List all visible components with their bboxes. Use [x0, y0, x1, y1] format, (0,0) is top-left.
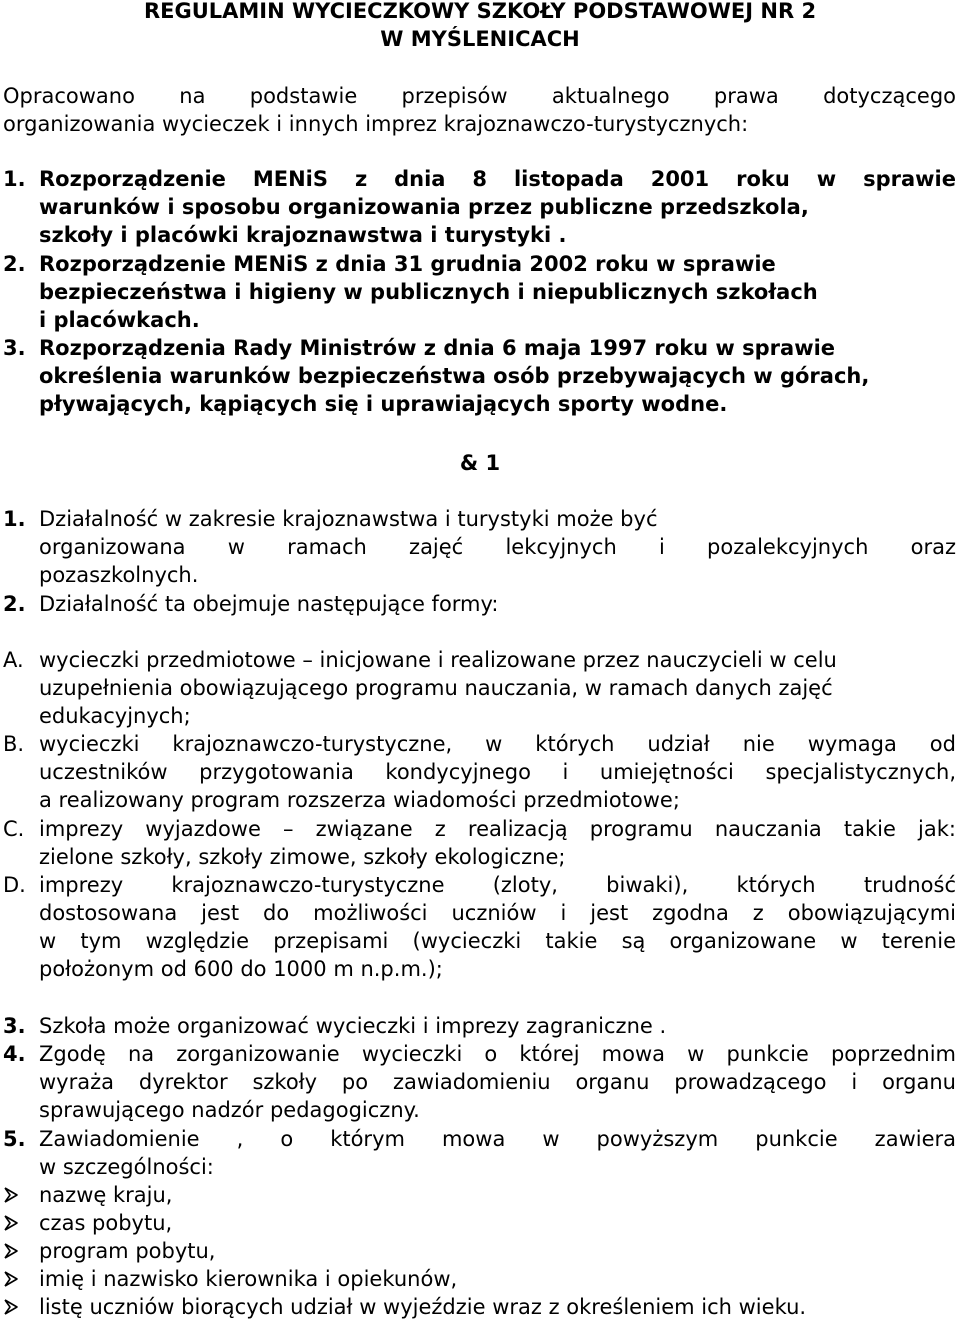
document-title-line-2: W MYŚLENICACH — [380, 27, 580, 51]
law-number: 2. — [3, 252, 26, 276]
arrow-bullet-icon — [3, 1271, 19, 1287]
point-line: Zawiadomienie , o którym mowa w powyższym punkcie zawiera — [39, 1127, 956, 1151]
form-line: uczestników przygotowania kondycyjnego i umiejętności specjalistycznych, — [39, 760, 956, 784]
point-line: Działalność ta obejmuje następujące formy: — [39, 592, 499, 616]
law-line: warunków i sposobu organizowania przez publiczne przedszkola, — [39, 195, 809, 219]
bullet-item — [3, 1209, 172, 1237]
bullet-item — [3, 1181, 172, 1209]
law-line: Rozporządzenia Rady Ministrów z dnia 6 maja 1997 roku w sprawie — [39, 336, 836, 360]
point-line: Zgodę na zorganizowanie wycieczki o której mowa w punkcie poprzednim — [39, 1042, 956, 1066]
point-number: 2. — [3, 592, 26, 616]
form-line: imprezy krajoznawczo-turystyczne (zloty, biwaki), których trudność — [39, 873, 956, 897]
point-item-3 — [3, 1012, 956, 1040]
form-letter: A. — [3, 648, 24, 672]
form-letter: D. — [3, 873, 26, 897]
arrow-bullet-icon — [3, 1243, 19, 1259]
form-item-d — [3, 871, 956, 983]
form-line: wycieczki krajoznawczo-turystyczne, w których udział nie wymaga od — [39, 732, 956, 756]
law-line: i placówkach. — [39, 308, 200, 332]
form-line: uzupełnienia obowiązującego programu nauczania, w ramach danych zajęć — [39, 676, 833, 700]
point-item-2 — [3, 590, 956, 618]
form-item-b — [3, 730, 956, 814]
point-number: 5. — [3, 1127, 26, 1151]
law-line: pływających, kąpiących się i uprawiających sporty wodne. — [39, 392, 728, 416]
law-item-2 — [3, 250, 956, 334]
intro-line-1: Opracowano na podstawie przepisów aktualnego prawa dotyczącego — [3, 84, 956, 108]
law-line: szkoły i placówki krajoznawstwa i turystyki . — [39, 223, 567, 247]
law-line: bezpieczeństwa i higieny w publicznych i niepublicznych szkołach — [39, 280, 818, 304]
form-line: edukacyjnych; — [39, 704, 191, 728]
bullet-item — [3, 1237, 215, 1265]
form-line: dostosowana jest do możliwości uczniów i jest zgodna z obowiązującymi — [39, 901, 956, 925]
form-line: wycieczki przedmiotowe – inicjowane i realizowane przez nauczycieli w celu — [39, 648, 837, 672]
law-number: 1. — [3, 167, 26, 191]
point-item-4 — [3, 1040, 956, 1124]
law-line: Rozporządzenie MENiS z dnia 8 listopada 2001 roku w sprawie — [39, 167, 956, 191]
form-line: w tym względzie przepisami (wycieczki takie są organizowane w terenie — [39, 929, 956, 953]
point-number: 3. — [3, 1014, 26, 1038]
section-mark: & 1 — [459, 451, 501, 475]
arrow-bullet-icon — [3, 1187, 19, 1203]
law-line: Rozporządzenie MENiS z dnia 31 grudnia 2002 roku w sprawie — [39, 252, 776, 276]
point-line: sprawującego nadzór pedagogiczny. — [39, 1098, 420, 1122]
form-line: położonym od 600 do 1000 m n.p.m.); — [39, 957, 443, 981]
law-item-3 — [3, 334, 956, 418]
point-line: organizowana w ramach zajęć lekcyjnych i pozalekcyjnych oraz — [39, 535, 956, 559]
point-number: 4. — [3, 1042, 26, 1066]
point-number: 1. — [3, 507, 26, 531]
point-item-5 — [3, 1125, 956, 1181]
point-line: pozaszkolnych. — [39, 563, 199, 587]
bullet-text: program pobytu, — [39, 1239, 216, 1263]
document-title-line-1: REGULAMIN WYCIECZKOWY SZKOŁY PODSTAWOWEJ NR 2 — [143, 0, 817, 23]
arrow-bullet-icon — [3, 1215, 19, 1231]
bullet-item — [3, 1265, 457, 1293]
arrow-bullet-icon — [3, 1299, 19, 1315]
form-letter: C. — [3, 817, 25, 841]
form-line: zielone szkoły, szkoły zimowe, szkoły ekologiczne; — [39, 845, 566, 869]
form-line: a realizowany program rozszerza wiadomości przedmiotowe; — [39, 788, 680, 812]
point-item-1 — [3, 505, 956, 589]
law-line: określenia warunków bezpieczeństwa osób przebywających w górach, — [39, 364, 870, 388]
form-line: imprezy wyjazdowe – związane z realizacją programu nauczania takie jak: — [39, 817, 956, 841]
point-line: Szkoła może organizować wycieczki i imprezy zagraniczne . — [39, 1014, 667, 1038]
point-line: Działalność w zakresie krajoznawstwa i turystyki może być — [39, 507, 658, 531]
form-letter: B. — [3, 732, 25, 756]
form-item-c — [3, 815, 956, 871]
law-number: 3. — [3, 336, 26, 360]
bullet-item — [3, 1293, 806, 1321]
law-item-1 — [3, 165, 956, 249]
intro-line-2: organizowania wycieczek i innych imprez krajoznawczo-turystycznych: — [3, 112, 749, 136]
bullet-text: nazwę kraju, — [39, 1183, 173, 1207]
bullet-text: listę uczniów biorących udział w wyjeździe wraz z określeniem ich wieku. — [39, 1295, 807, 1319]
bullet-text: imię i nazwisko kierownika i opiekunów, — [39, 1267, 458, 1291]
point-line: w szczególności: — [39, 1155, 214, 1179]
bullet-text: czas pobytu, — [39, 1211, 173, 1235]
point-line: wyraża dyrektor szkoły po zawiadomieniu organu prowadzącego i organu — [39, 1070, 956, 1094]
form-item-a — [3, 646, 956, 730]
